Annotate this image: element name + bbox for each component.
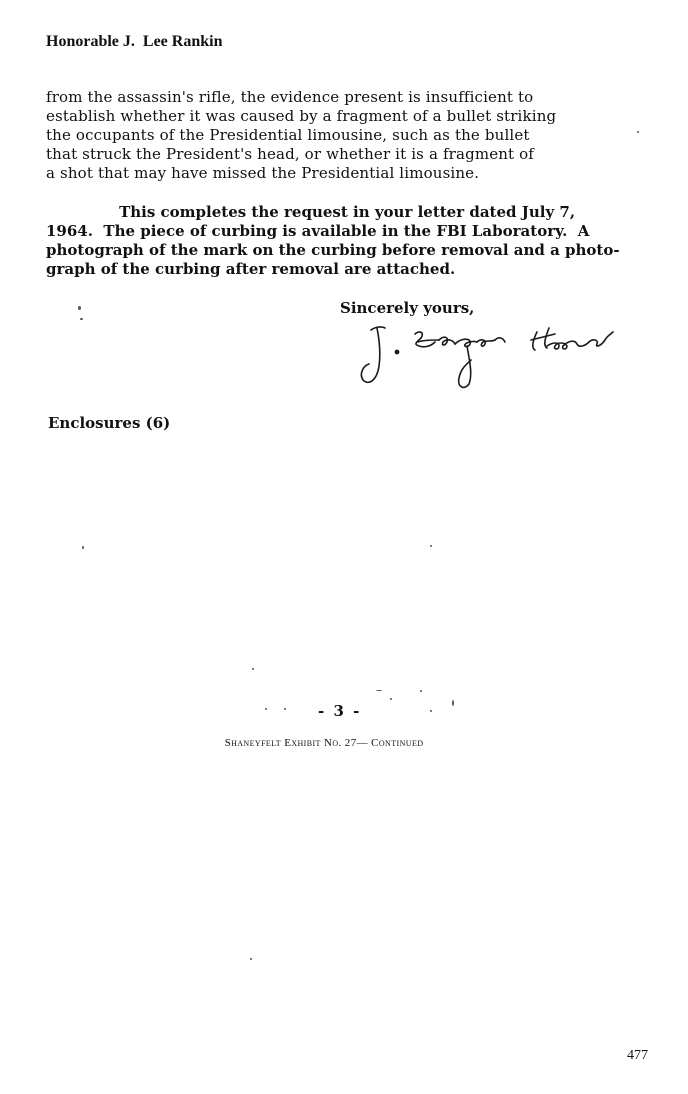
scan-speck [78,306,81,310]
scan-speck [80,318,83,320]
paragraph-2-line: 1964. The piece of curbing is available in the FBI Laboratory. A [46,222,590,240]
exhibit-caption: Shaneyfelt Exhibit No. 27— Continued [224,737,424,749]
closing-salutation: Sincerely yours, [340,299,475,317]
addressee-line: Honorable J. Lee Rankin [46,33,223,50]
scan-speck [250,958,252,960]
paragraph-1-line: the occupants of the Presidential limousine, such as the bullet [46,126,530,144]
scan-speck [420,690,422,692]
paragraph-1-line: from the assassin's rifle, the evidence present is insufficient to [46,88,534,106]
paragraph-2-line: photograph of the mark on the curbing before removal and a photo- [46,241,620,259]
scan-speck [252,668,254,670]
scan-speck [452,700,454,706]
folio-number: 477 [627,1048,648,1063]
scan-speck [637,131,639,133]
paragraph-1-line: that struck the President's head, or whether it is a fragment of [46,145,535,163]
paragraph-1-line: a shot that may have missed the Presidential limousine. [46,164,480,182]
scan-speck [82,546,84,549]
page-marker: - 3 - [318,702,362,720]
paragraph-2-line: graph of the curbing after removal are attached. [46,260,456,278]
enclosures-note: Enclosures (6) [48,414,171,432]
scan-speck [430,545,432,547]
scan-speck [265,708,267,710]
scan-speck [430,710,432,712]
scan-speck [390,698,392,700]
handwritten-signature [355,318,635,393]
paragraph-1-line: establish whether it was caused by a fragment of a bullet striking [46,107,557,125]
scan-speck [284,708,286,710]
scan-speck [376,690,382,691]
paragraph-2-line: This completes the request in your letter dated July 7, [46,203,576,221]
